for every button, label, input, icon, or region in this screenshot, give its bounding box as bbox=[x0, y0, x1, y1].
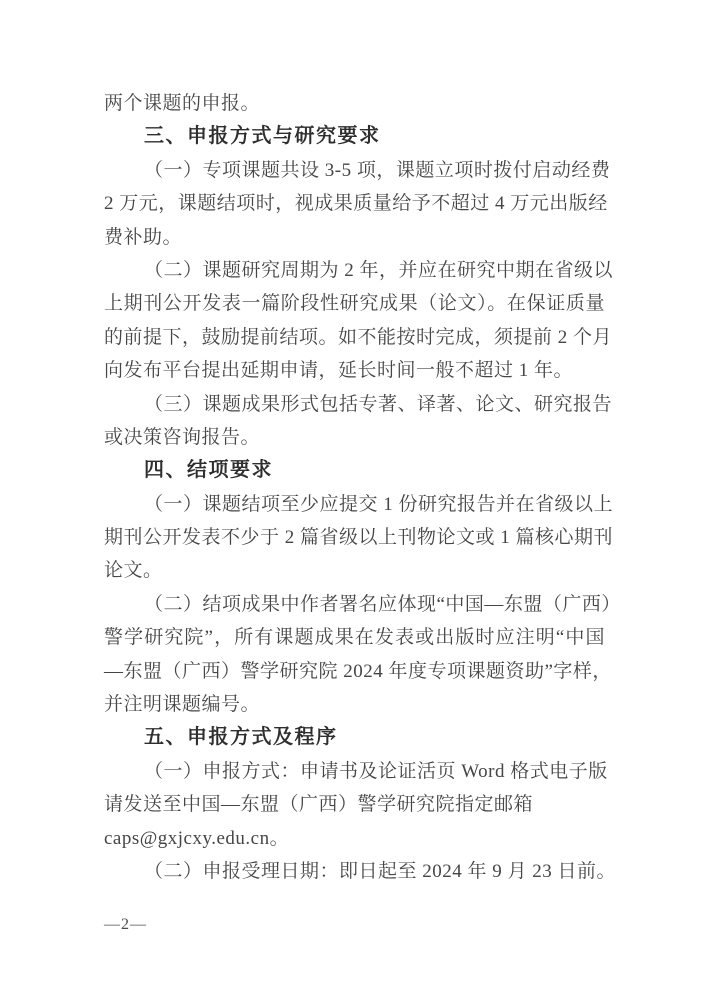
text-line: 期刊公开发表不少于 2 篇省级以上刊物论文或 1 篇核心期刊 bbox=[104, 527, 614, 549]
text-line: 费补助。 bbox=[104, 226, 183, 248]
text-line: （二）申报受理日期：即日起至 2024 年 9 月 23 日前。 bbox=[144, 860, 617, 882]
text-line: 上期刊公开发表一篇阶段性研究成果（论文）。在保证质量 bbox=[104, 293, 605, 315]
text-line: （二）结项成果中作者署名应体现“中国—东盟（广西） bbox=[144, 593, 621, 615]
text-line: 向发布平台提出延期申请，延长时间一般不超过 1 年。 bbox=[104, 360, 574, 382]
text-line: 2 万元，课题结项时，视成果质量给予不超过 4 万元出版经 bbox=[104, 193, 608, 215]
text-line: 论文。 bbox=[104, 560, 163, 582]
text-line: （一）专项课题共设 3-5 项，课题立项时拨付启动经费 bbox=[144, 159, 611, 181]
text-line: 警学研究院”，所有课题成果在发表或出版时应注明“中国 bbox=[104, 627, 605, 649]
text-line: 两个课题的申报。 bbox=[104, 93, 261, 114]
text-line: 的前提下，鼓励提前结项。如不能按时完成，须提前 2 个月 bbox=[104, 326, 613, 348]
document-body bbox=[104, 87, 621, 888]
text-line: （一）申报方式：申请书及论证活页 Word 格式电子版 bbox=[144, 760, 608, 782]
page-number: —2— bbox=[104, 916, 147, 933]
text-line: caps@gxjcxy.edu.cn。 bbox=[104, 827, 290, 849]
text-line: （二）课题研究周期为 2 年，并应在研究中期在省级以 bbox=[144, 259, 614, 281]
section-heading: 三、申报方式与研究要求 bbox=[144, 125, 381, 148]
text-line: 请发送至中国—东盟（广西）警学研究院指定邮箱 bbox=[104, 794, 534, 816]
text-line: 或决策咨询报告。 bbox=[104, 426, 261, 448]
text-line: —东盟（广西）警学研究院 2024 年度专项课题资助”字样， bbox=[104, 660, 612, 682]
section-heading: 四、结项要求 bbox=[144, 459, 273, 482]
text-line: 并注明课题编号。 bbox=[104, 694, 261, 716]
text-line: （一）课题结项至少应提交 1 份研究报告并在省级以上 bbox=[144, 493, 614, 515]
text-line: （三）课题成果形式包括专著、译著、论文、研究报告 bbox=[144, 393, 613, 415]
section-heading: 五、申报方式及程序 bbox=[144, 726, 338, 749]
